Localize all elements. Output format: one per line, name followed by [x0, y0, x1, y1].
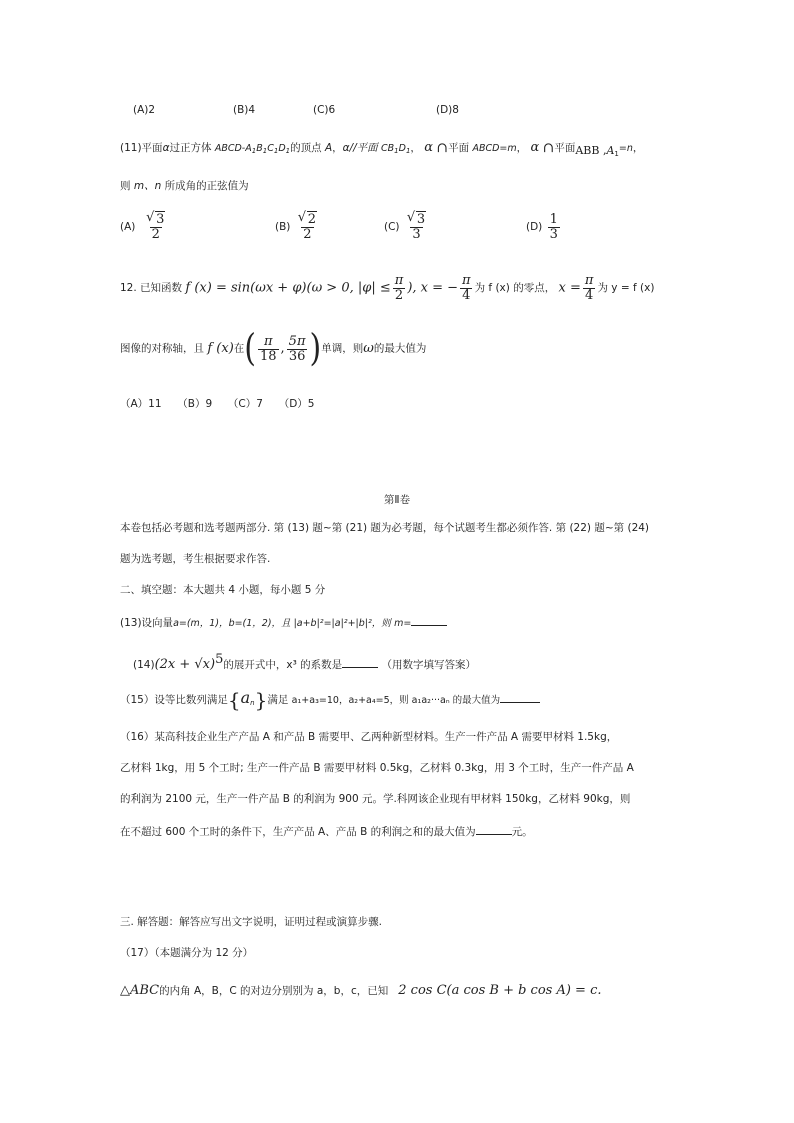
q14-answer-blank[interactable] [342, 657, 378, 668]
q11-stem-line1: (11)平面α过正方体 ABCD-$A_1B_1C_1D_1$的顶点 A，α//平面 $CB_1D_1$， α ∩平面 ABCD=m， α ∩平面ABB $,A_1=n$， [120, 140, 644, 158]
q11-eq-n: =n [618, 143, 633, 154]
section2-title: 第Ⅱ卷 [383, 494, 411, 506]
section2-intro-line1: 本卷包括必考题和选考题两部分. 第 (13) 题~第 (21) 题为必考题，每个试题考生都必须作答. 第 (22) 题~第 (24) [120, 522, 650, 534]
q12-axis-text: 为 y = f (x) [597, 281, 655, 294]
q16-line4-tail: 元。 [511, 826, 533, 838]
q14-exp: 5 [215, 652, 224, 667]
q10-option-c: (C)6 [313, 104, 336, 116]
right-paren-icon: ) [309, 326, 322, 371]
q17-equation: 2 cos C(a cos B + b cos A) = c. [398, 983, 602, 998]
q15-seq-sub: n [250, 699, 255, 707]
q12-omega: ω [363, 341, 374, 357]
q12-stem-line2: 图像的对称轴，且 f (x)在( $\frac{\pi}{18}$ , $\frac{5\pi}{36}$ )单调，则ω的最大值为 [120, 326, 427, 371]
q11-option-a-label: (A) [120, 220, 136, 233]
q13-m: m= [394, 618, 412, 629]
q12-line2a: 图像的对称轴，且 [120, 342, 204, 355]
left-paren-icon: ( [244, 326, 256, 371]
q15-seq: a [240, 688, 251, 707]
q12-x-eq: ), x = − [407, 280, 459, 296]
q14-text: 的展开式中，x³ 的系数是 [223, 659, 343, 671]
q11-mn: m、n [133, 180, 162, 192]
right-brace-icon: } [254, 688, 268, 712]
q15-text: 满足 [267, 694, 289, 706]
q12-pi-over-18: $\frac{\pi}{18}$ [259, 333, 277, 364]
q11-option-c-value: √ $\frac{3}{3}$ [405, 213, 428, 241]
q15-answer-blank[interactable] [500, 692, 540, 703]
q16-line4 [120, 824, 533, 839]
section2-intro-line2: 题为选考题，考生根据要求作答. [120, 553, 271, 565]
q11-option-d-label: (D) [526, 220, 543, 233]
q11-parallel: α//平面 [342, 142, 378, 154]
q13 [120, 615, 447, 630]
q12-func: f (x) = sin(ωx + φ)(ω > 0, |φ| ≤ [185, 280, 391, 296]
q11-alpha-3: α [530, 140, 540, 155]
q13-prefix: (13)设向量 [120, 617, 174, 629]
q11-option-b [275, 213, 321, 241]
q11-option-c-label: (C) [384, 220, 400, 233]
q15-prefix: （15）设等比数列满足 [120, 694, 228, 706]
q11-comma-1: ， [332, 142, 343, 154]
q11-alpha-2: α [424, 140, 434, 155]
q11-abb-tail: A [606, 144, 615, 157]
section3-title: 三. 解答题：解答应写出文字说明，证明过程或演算步骤. [120, 916, 383, 928]
q10-option-d: (D)8 [436, 104, 459, 116]
q11-abb: ABB [575, 144, 600, 157]
q16-line2: 乙材料 1kg，用 5 个工时; 生产一件产品 B 需要甲材料 0.5kg，乙材料 0.3kg，用 3 个工时，生产一件产品 A [120, 762, 634, 774]
left-brace-icon: { [227, 688, 241, 712]
q14-expr: (2x + √x) [154, 657, 216, 672]
q16-line3: 的利润为 2100 元，生产一件产品 B 的利润为 900 元。学.科网该企业现有甲材料 150kg，乙材料 90kg，则 [120, 793, 631, 805]
q12-prefix: 12. 已知函数 [120, 281, 183, 294]
fill-in-section-title: 二、填空题：本大题共 4 小题，每小题 5 分 [120, 584, 326, 596]
q16-line4-text: 在不超过 600 个工时的条件下，生产产品 A、产品 B 的利润之和的最大值为 [120, 826, 476, 838]
q12-line2c: 的最大值为 [373, 342, 427, 355]
q11-cap-text-2: 平面 [554, 142, 576, 154]
cap-icon: ∩ [436, 140, 449, 156]
q11-cube: ABCD-$A_1B_1C_1D_1$ [214, 143, 291, 155]
q11-option-d [526, 213, 562, 241]
q11-cap-text-1: 平面 [448, 142, 470, 154]
q14-prefix: (14) [133, 659, 155, 671]
q11-option-c [384, 213, 430, 241]
q12-options: （A）11 （B）9 （C）7 （D）5 [120, 398, 315, 410]
q17-triangle: △ABC [120, 983, 160, 998]
q11-text1: 过正方体 [169, 142, 212, 154]
q14-tail: （用数字填写答案） [381, 659, 476, 671]
q12-stem-line1 [120, 274, 654, 302]
q10-option-b: (B)4 [233, 104, 256, 116]
q12-line2b: 单调，则 [321, 342, 364, 355]
q12-in: 在 [233, 342, 245, 355]
q11-comma-2: ， [410, 142, 421, 154]
q17-heading: （17）（本题满分为 12 分） [120, 947, 254, 959]
q11-prefix: (11)平面 [120, 142, 163, 154]
q14 [133, 652, 476, 673]
q13-vector-b: b=(1，2)，且 |a+b|²=|a|²+|b|²，则 [228, 618, 391, 629]
q11-vertex: A [324, 142, 333, 154]
q12-pi-over-4: $\frac{\pi}{4}$ [462, 273, 471, 303]
q12-x2: x = [558, 280, 581, 296]
q12-zero-text: 为 f (x) 的零点， [474, 281, 556, 294]
q11-option-b-value: √ $\frac{2}{2}$ [296, 213, 319, 241]
q11-text2: 的顶点 [290, 142, 322, 154]
q11-option-a-value: √ $\frac{3}{2}$ [144, 213, 167, 241]
q11-option-d-value: $\frac{1}{3}$ [549, 212, 558, 242]
q11-comma-3: ， [516, 142, 528, 154]
q12-pi-over-2: $\frac{\pi}{2}$ [394, 273, 404, 303]
q11-then: 则 [120, 180, 131, 192]
q15 [120, 688, 540, 712]
q11-question: 所成角的正弦值为 [164, 180, 249, 192]
q11-option-b-label: (B) [275, 220, 291, 233]
q13-vector-a: a=(m，1)， [173, 618, 229, 629]
q16-line1: （16）某高科技企业生产产品 A 和产品 B 需要甲、乙两种新型材料。生产一件产品 A 需要甲材料 1.5kg， [120, 731, 618, 743]
q11-alpha: α [162, 142, 170, 154]
q11-option-a [120, 213, 169, 241]
q17-text: 的内角 A，B，C 的对边分别别为 a，b，c，已知 [159, 985, 389, 997]
q13-answer-blank[interactable] [411, 615, 447, 626]
q12-fx: f (x) [207, 341, 234, 357]
q11-plane1: $CB_1D_1$ [380, 143, 411, 155]
q11-stem-line2 [120, 180, 249, 193]
q15-cond: a₁+a₃=10，a₂+a₄=5，则 a₁a₂···aₙ 的最大值为 [291, 695, 501, 706]
q16-answer-blank[interactable] [476, 824, 512, 835]
q12-5pi-over-36: $\frac{5\pi}{36}$ [288, 333, 306, 364]
q10-option-a: (A)2 [133, 104, 156, 116]
q12-pi-over-4-b: $\frac{\pi}{4}$ [584, 273, 594, 303]
cap-icon: ∩ [542, 140, 555, 156]
q17-stem [120, 983, 602, 999]
q11-abcd: ABCD=m [472, 143, 517, 154]
